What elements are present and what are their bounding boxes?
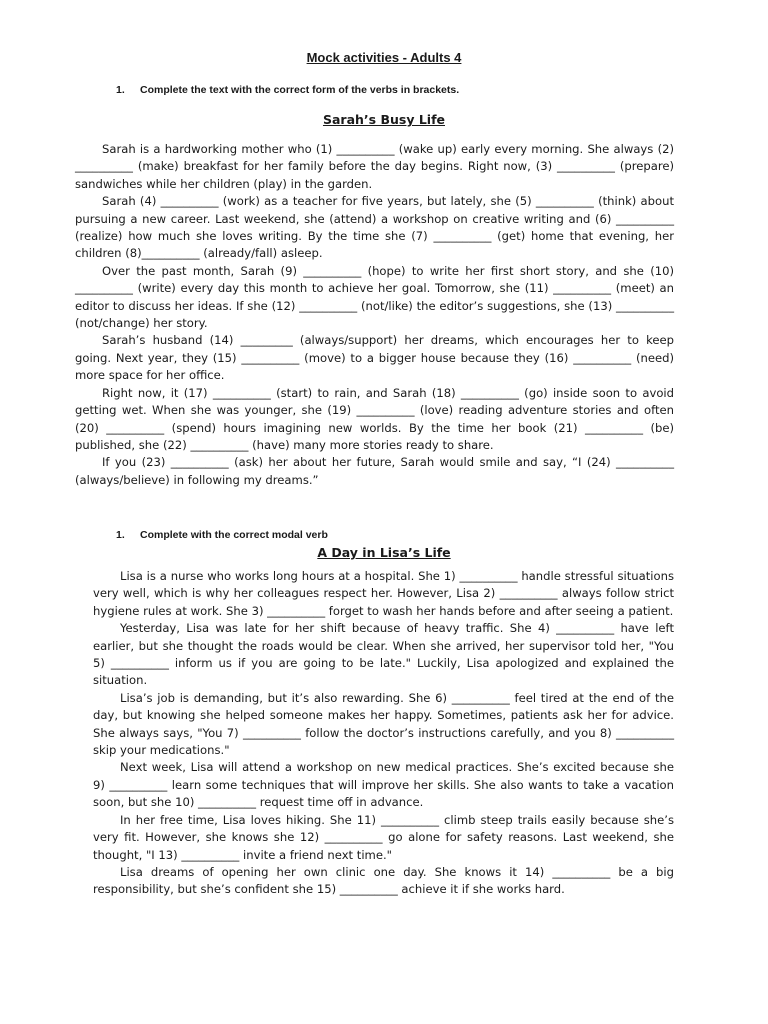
section2-story-title: A Day in Lisa’s Life (317, 545, 451, 560)
section2-paragraph: Lisa dreams of opening her own clinic one day. She knows it 14) __________ be a big responsibility, but she’s confident she 15) __________ achieve it if she works hard. (93, 864, 674, 897)
section2-paragraph: In her free time, Lisa loves hiking. She 11) __________ climb steep trails easily because she’s very fit. However, she knows she 12) __________ go alone for safety reasons. Last weekend, she thought, "I 13) __________ invite a friend next time." (93, 812, 674, 862)
section1-paragraph: Sarah (4) __________ (work) as a teacher for five years, but lately, she (5) __________ (think) about pursuing a new career. Last weekend, she (attend) a workshop on creative writing and (6) __________ (realize) how much she loves writing. By the time she (7) __________ (get) home that evening, her children (8)__________ (already/fall) asleep. (75, 194, 674, 261)
section1-paragraph: If you (23) __________ (ask) her about her future, Sarah would smile and say, “I (24) __________ (always/believe) in following my dreams.” (75, 455, 674, 487)
page-title: Mock activities - Adults 4 (306, 50, 462, 65)
section1-number: 1. (116, 84, 125, 96)
section1-paragraph: Sarah’s husband (14) _________ (always/support) her dreams, which encourages her to keep going. Next year, they (15) __________ (move) to a bigger house because they (16) __________ (need) more space for her office. (75, 333, 674, 383)
section1-story-title: Sarah’s Busy Life (322, 112, 445, 127)
section2-instruction (116, 529, 328, 541)
section1-instruction-text: Complete the text with the correct form of the verbs in brackets. (140, 84, 460, 96)
section2-text (93, 568, 674, 899)
section2-paragraph: Yesterday, Lisa was late for her shift because of heavy traffic. She 4) __________ have left earlier, but she thought the roads would be clear. When she arrived, her supervisor told her, "You 5) __________ inform us if you are going to be late." Luckily, Lisa apologized and explained the situation. (93, 621, 674, 688)
section2-paragraph: Lisa is a nurse who works long hours at a hospital. She 1) __________ handle stressful situations very well, which is why her colleagues respect her. However, Lisa 2) __________ always follow strict hygiene rules at work. She 3) __________ forget to wash her hands before and after seeing a patient. (93, 569, 674, 618)
section2-instruction-text: Complete with the correct modal verb (140, 529, 328, 541)
section1-paragraph: Sarah is a hardworking mother who (1) __________ (wake up) early every morning. She always (2) __________ (make) breakfast for her family before the day begins. Right now, (3) __________ (prepare) sandwiches while her children (play) in the garden. (75, 142, 674, 191)
section1-paragraph: Over the past month, Sarah (9) __________ (hope) to write her first short story, and she (10) __________ (write) every day this month to achieve her goal. Tomorrow, she (11) __________ (meet) an editor to discuss her ideas. If she (12) __________ (not/like) the editor’s suggestions, she (13) __________ (not/change) her story. (75, 263, 674, 331)
section1-paragraph: Right now, it (17) __________ (start) to rain, and Sarah (18) __________ (go) inside soon to avoid getting wet. When she was younger, she (19) __________ (love) reading adventure stories and often (20) __________ (spend) hours imagining new worlds. By the time her book (21) __________ (be) published, she (22) __________ (have) many more stories ready to share. (75, 385, 674, 452)
section1-instruction (116, 84, 459, 96)
section2-paragraph: Next week, Lisa will attend a workshop on new medical practices. She’s excited because she 9) __________ learn some techniques that will improve her skills. She also wants to take a vacation soon, but she 10) __________ request time off in advance. (93, 760, 674, 810)
section1-text (75, 141, 674, 489)
section2-number: 1. (116, 529, 125, 541)
section2-paragraph: Lisa’s job is demanding, but it’s also rewarding. She 6) __________ feel tired at the end of the day, but knowing she helped someone makes her happy. Sometimes, patients ask her for advice. She always says, "You 7) __________ follow the doctor’s instructions carefully, and you 8) __________ skip your medications." (93, 690, 674, 758)
